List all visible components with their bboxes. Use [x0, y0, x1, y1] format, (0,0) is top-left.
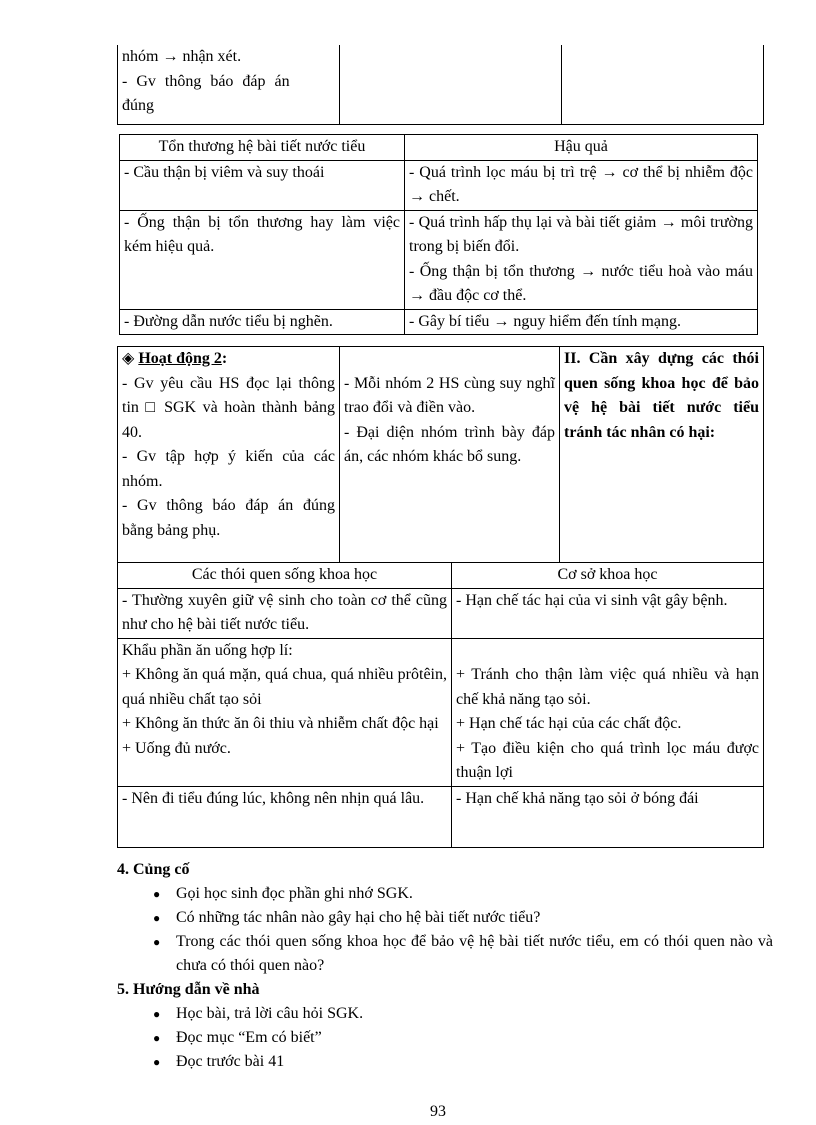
page-number: 93	[430, 1103, 446, 1120]
activity-table	[117, 346, 764, 563]
text-line: - Ống thận bị tổn thương → nước tiểu hoà vào máu → đầu độc cơ thể.	[409, 262, 753, 304]
section-5-heading: 5. Hướng dẫn về nhà	[117, 981, 260, 998]
table-cell: - Cầu thận bị viêm và suy thoái	[120, 160, 405, 210]
text-line: Khẩu phần ăn uống hợp lí:	[122, 641, 293, 659]
text-line: + Hạn chế tác hại của các chất độc.	[456, 715, 682, 732]
table-cell: - Ống thận bị tổn thương hay làm việc kém hiệu quả.	[120, 210, 405, 309]
table-cell: - Quá trình lọc máu bị trì trệ → cơ thể bị nhiễm độc → chết.	[405, 160, 758, 210]
section-5-list	[153, 1002, 773, 1074]
table-cell	[405, 210, 758, 309]
text-line: - Đại diện nhóm trình bày đáp án, các nhóm khác bổ sung.	[344, 423, 555, 465]
list-item	[153, 906, 773, 930]
text-line: - Gv thông báo đáp án đúng bằng bảng phụ.	[122, 497, 335, 539]
bullet-icon: ●	[153, 911, 161, 925]
section-4-heading: 4. Củng cố	[117, 861, 190, 878]
bullet-icon: ●	[153, 1055, 161, 1069]
table-cell: - Đường dẫn nước tiểu bị nghẽn.	[120, 309, 405, 335]
table-cell: - Thường xuyên giữ vệ sinh cho toàn cơ thể cũng như cho hệ bài tiết nước tiểu.	[118, 588, 452, 638]
teacher-cell	[118, 45, 340, 124]
bullet-icon: ●	[153, 887, 161, 901]
header-cell: Các thói quen sống khoa học	[118, 563, 452, 589]
text-line: - Mỗi nhóm 2 HS cùng suy nghĩ trao đổi và điền vào.	[344, 374, 555, 416]
text-line: - Gv tập hợp ý kiến của các nhóm.	[122, 448, 335, 490]
list-item-text: Học bài, trả lời câu hỏi SGK.	[176, 1005, 364, 1022]
list-item	[153, 930, 773, 978]
list-item-text: Đọc trước bài 41	[176, 1053, 285, 1070]
text-line: + Không ăn thức ăn ôi thiu và nhiễm chất độc hại	[122, 715, 439, 732]
bullet-icon: ●	[153, 935, 161, 949]
table-cell: - Gây bí tiểu → nguy hiểm đến tính mạng.	[405, 309, 758, 335]
list-item	[153, 1002, 773, 1026]
text-line: + Uống đủ nước.	[122, 739, 231, 757]
table-cell: - Hạn chế khả năng tạo sỏi ở bóng đái	[452, 786, 764, 847]
table-cell	[118, 638, 452, 786]
list-item-text: Có những tác nhân nào gây hại cho hệ bài tiết nước tiểu?	[176, 909, 541, 926]
list-item-text: Đọc mục “Em có biết”	[176, 1029, 322, 1046]
section-4-list	[153, 882, 773, 978]
bullet-icon: ●	[153, 1031, 161, 1045]
table-cell: - Nên đi tiểu đúng lúc, không nên nhịn quá lâu.	[118, 786, 452, 847]
text-line: nhóm → nhận xét.	[122, 48, 242, 65]
damage-table	[119, 134, 758, 335]
text-line: + Tạo điều kiện cho quá trình lọc máu được thuận lợi	[456, 739, 759, 781]
text-line: - Gv yêu cầu HS đọc lại thông tin □ SGK và hoàn thành bảng 40.	[122, 374, 335, 441]
activity-title-suffix: :	[221, 350, 228, 367]
diamond-icon: ◈	[122, 350, 135, 367]
header-cell: Tổn thương hệ bài tiết nước tiểu	[120, 135, 405, 161]
content-heading-cell: II. Cần xây dựng các thói quen sống khoa học để bảo vệ hệ bài tiết nước tiểu tránh tác nhân có hại:	[560, 347, 764, 563]
header-cell: Cơ sở khoa học	[452, 563, 764, 589]
list-item	[153, 1026, 773, 1050]
activity-title	[122, 347, 335, 372]
student-activity-cell	[340, 347, 560, 563]
bullet-icon: ●	[153, 1007, 161, 1021]
content-cell	[562, 45, 764, 124]
list-item	[153, 882, 773, 906]
habit-table	[117, 562, 764, 848]
top-continuation-table	[117, 45, 764, 125]
list-item	[153, 1050, 773, 1074]
header-cell: Hậu quả	[405, 135, 758, 161]
text-line: + Không ăn quá mặn, quá chua, quá nhiều prôtêin, quá nhiều chất tạo sỏi	[122, 666, 447, 708]
table-cell: - Hạn chế tác hại của vi sinh vật gây bệnh.	[452, 588, 764, 638]
teacher-activity-cell	[118, 347, 340, 563]
activity-title-text: Hoạt động 2	[138, 350, 222, 367]
text-line: - Quá trình hấp thụ lại và bài tiết giảm → môi trường trong bị biến đổi.	[409, 213, 753, 255]
text-line: đúng	[122, 97, 154, 114]
list-item-text: Gọi học sinh đọc phần ghi nhớ SGK.	[176, 885, 413, 902]
list-item-text: Trong các thói quen sống khoa học để bảo vệ hệ bài tiết nước tiểu, em có thói quen nào và chưa có thói quen nào?	[176, 933, 773, 974]
text-line: - Gv thông báo đáp án	[122, 72, 290, 90]
student-cell	[340, 45, 562, 124]
table-cell	[452, 638, 764, 786]
text-line: + Tránh cho thận làm việc quá nhiều và hạn chế khả năng tạo sỏi.	[456, 666, 759, 708]
